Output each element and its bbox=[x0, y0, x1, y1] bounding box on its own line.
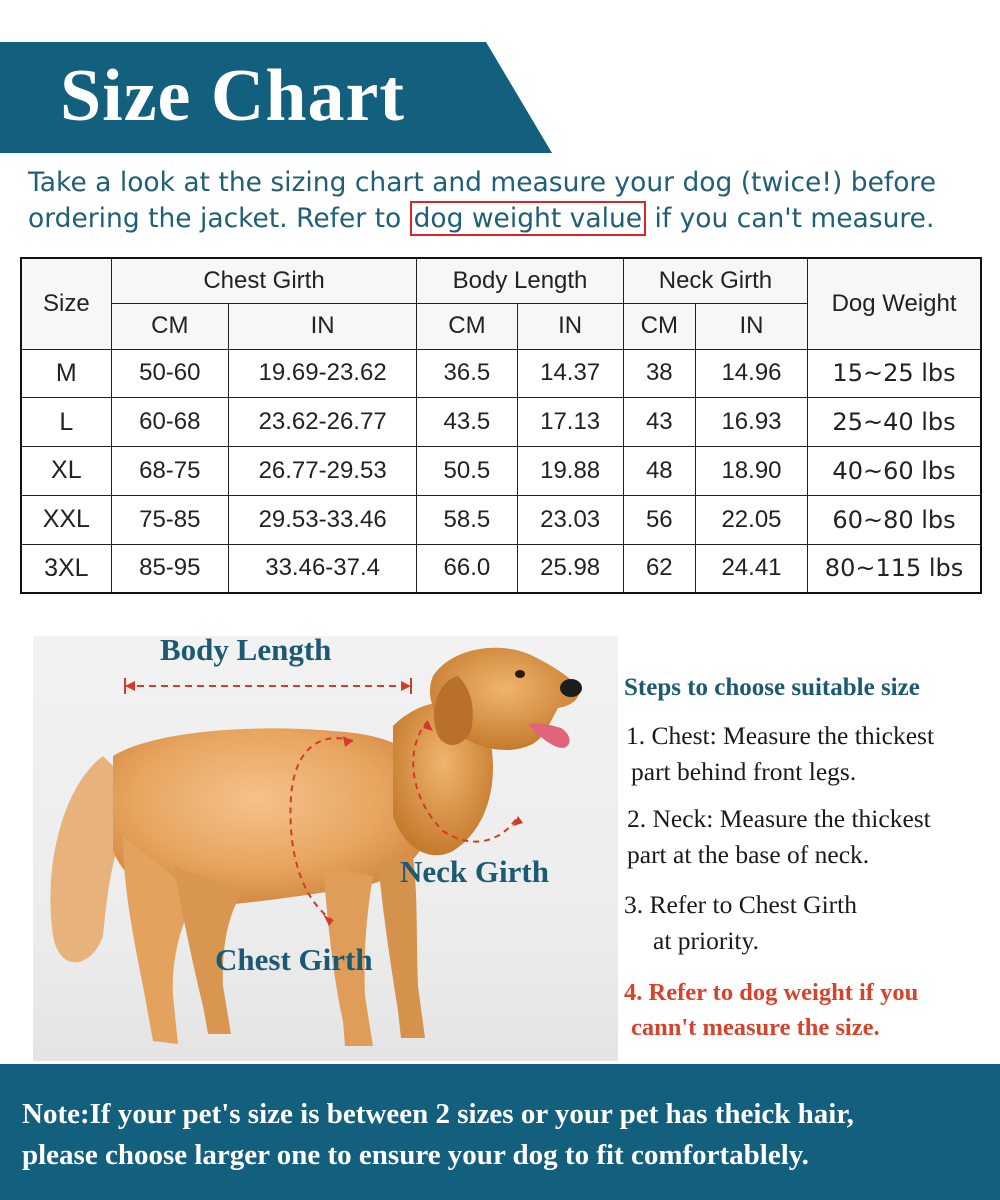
intro-line-2-end: if you can't measure. bbox=[646, 203, 935, 234]
table-cell: 22.05 bbox=[695, 495, 807, 544]
intro-line-2-start: ordering the jacket. Refer to bbox=[28, 203, 410, 234]
unit-header: IN bbox=[695, 303, 807, 349]
table-cell: 68-75 bbox=[111, 447, 228, 496]
weight-cell: 80~115 lbs bbox=[808, 544, 981, 593]
body-length-arrow bbox=[125, 678, 411, 694]
step-4-line-2: cann't measure the size. bbox=[631, 1014, 880, 1041]
steps-title: Steps to choose suitable size bbox=[624, 674, 920, 701]
table-row bbox=[21, 447, 981, 496]
table-row bbox=[21, 349, 981, 398]
unit-header: IN bbox=[517, 303, 623, 349]
size-cell: L bbox=[21, 398, 111, 447]
table-row bbox=[21, 398, 981, 447]
unit-header: IN bbox=[228, 303, 416, 349]
note-line-2: please choose larger one to ensure your dog to fit comfortablely. bbox=[22, 1139, 809, 1171]
table-cell: 24.41 bbox=[695, 544, 807, 593]
table-cell: 38 bbox=[623, 349, 695, 398]
step-2-line-1: 2. Neck: Measure the thickest bbox=[627, 804, 931, 833]
table-cell: 43.5 bbox=[417, 398, 517, 447]
unit-header: CM bbox=[417, 303, 517, 349]
note-line-1: Note:If your pet's size is between 2 sizes or your pet has theick hair, bbox=[22, 1098, 854, 1130]
intro-line-1: Take a look at the sizing chart and measure your dog (twice!) before bbox=[28, 167, 937, 198]
table-row bbox=[21, 544, 981, 593]
table-cell: 85-95 bbox=[111, 544, 228, 593]
table-cell: 25.98 bbox=[517, 544, 623, 593]
size-cell: XL bbox=[21, 447, 111, 496]
size-header: Size bbox=[21, 258, 111, 349]
table-cell: 17.13 bbox=[517, 398, 623, 447]
chest-girth-header: Chest Girth bbox=[111, 258, 417, 303]
unit-header: CM bbox=[623, 303, 695, 349]
step-2-line-2: part at the base of neck. bbox=[627, 840, 870, 869]
table-cell: 16.93 bbox=[695, 398, 807, 447]
table-cell: 14.37 bbox=[517, 349, 623, 398]
table-cell: 66.0 bbox=[417, 544, 517, 593]
size-cell: 3XL bbox=[21, 544, 111, 593]
table-cell: 14.96 bbox=[695, 349, 807, 398]
note-text bbox=[22, 1094, 1000, 1176]
intro-text bbox=[28, 165, 988, 237]
table-cell: 23.62-26.77 bbox=[228, 398, 416, 447]
neck-girth-label: Neck Girth bbox=[400, 854, 549, 889]
table-cell: 33.46-37.4 bbox=[228, 544, 416, 593]
weight-cell: 40~60 lbs bbox=[808, 447, 981, 496]
table-row bbox=[21, 495, 981, 544]
table-cell: 75-85 bbox=[111, 495, 228, 544]
dog-nose bbox=[560, 679, 582, 697]
body-length-header: Body Length bbox=[417, 258, 623, 303]
table-cell: 50.5 bbox=[417, 447, 517, 496]
table-cell: 36.5 bbox=[417, 349, 517, 398]
neck-girth-header: Neck Girth bbox=[623, 258, 807, 303]
unit-header: CM bbox=[111, 303, 228, 349]
dog-illustration bbox=[33, 636, 618, 1061]
body-length-label: Body Length bbox=[160, 632, 332, 667]
weight-cell: 15~25 lbs bbox=[808, 349, 981, 398]
table-cell: 43 bbox=[623, 398, 695, 447]
table-cell: 19.88 bbox=[517, 447, 623, 496]
table-cell: 18.90 bbox=[695, 447, 807, 496]
intro-line-2 bbox=[28, 201, 988, 237]
step-1-line-2: part behind front legs. bbox=[631, 757, 857, 786]
table-cell: 58.5 bbox=[417, 495, 517, 544]
table-cell: 62 bbox=[623, 544, 695, 593]
step-3-line-2: at priority. bbox=[653, 926, 759, 955]
table-cell: 19.69-23.62 bbox=[228, 349, 416, 398]
dog-weight-highlight: dog weight value bbox=[410, 201, 646, 236]
step-1-line-1: 1. Chest: Measure the thickest bbox=[626, 721, 935, 750]
dog-eye bbox=[515, 670, 525, 678]
dog-weight-header: Dog Weight bbox=[808, 258, 981, 349]
table-cell: 48 bbox=[623, 447, 695, 496]
size-cell: M bbox=[21, 349, 111, 398]
table-cell: 23.03 bbox=[517, 495, 623, 544]
table-cell: 60-68 bbox=[111, 398, 228, 447]
step-3-line-1: 3. Refer to Chest Girth bbox=[624, 890, 857, 919]
chest-girth-label: Chest Girth bbox=[215, 942, 373, 977]
weight-cell: 25~40 lbs bbox=[808, 398, 981, 447]
size-cell: XXL bbox=[21, 495, 111, 544]
weight-cell: 60~80 lbs bbox=[808, 495, 981, 544]
table-cell: 29.53-33.46 bbox=[228, 495, 416, 544]
step-4-line-1: 4. Refer to dog weight if you bbox=[624, 979, 919, 1006]
dog-photo bbox=[33, 632, 618, 1061]
note-banner bbox=[0, 1064, 1000, 1200]
size-table bbox=[20, 257, 982, 594]
page-title: Size Chart bbox=[60, 55, 405, 137]
table-cell: 26.77-29.53 bbox=[228, 447, 416, 496]
table-cell: 56 bbox=[623, 495, 695, 544]
table-cell: 50-60 bbox=[111, 349, 228, 398]
